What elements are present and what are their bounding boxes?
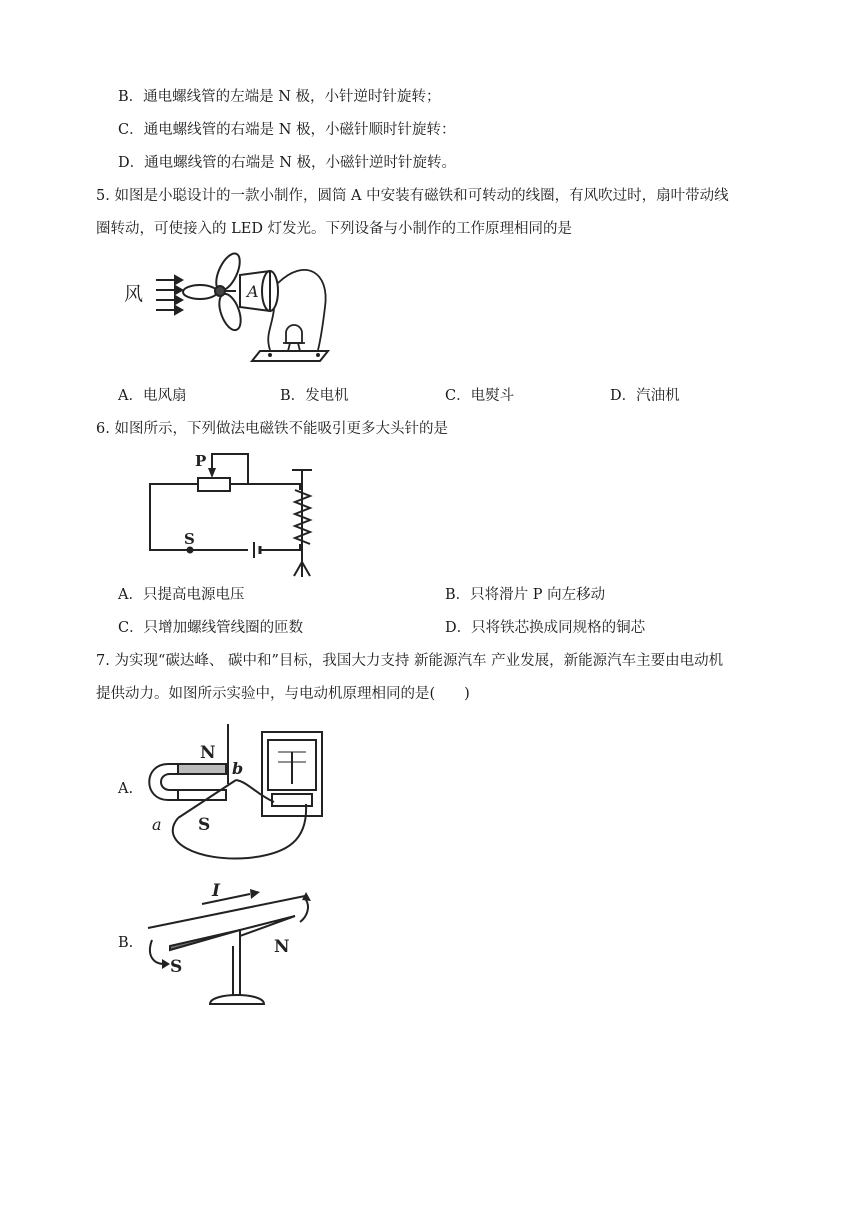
prev-option-c: C．通电螺线管的右端是 N 极，小磁针顺时针旋转： [118, 122, 456, 138]
q5-cylinder-label: A [247, 282, 259, 301]
q6-option-c: C．只增加螺线管线圈的匝数 [118, 620, 304, 636]
q6-text-line1: 6. 如图所示，下列做法电磁铁不能吸引更多大头针的是 [96, 421, 448, 437]
q6-slider-label: P [195, 452, 207, 470]
q5-figure [120, 247, 340, 375]
prev-option-d: D．通电螺线管的右端是 N 极，小磁针逆时针旋转。 [118, 155, 457, 171]
q6-option-a: A．只提高电源电压 [118, 587, 245, 603]
q7a-n-label: N [200, 743, 216, 763]
q6-switch-label: S [184, 530, 195, 548]
q7-text-line1: 7. 为实现“碳达峰、 碳中和”目标，我国大力支持 新能源汽车 产业发展，新能源汽车主要由电动机 [96, 653, 724, 669]
q7a-s-label: S [198, 815, 211, 835]
q5-text-line1: 5. 如图是小聪设计的一款小制作，圆筒 A 中安装有磁铁和可转动的线圈，有风吹过时，扇叶带动线 [96, 188, 729, 204]
q6-option-d: D．只将铁芯换成同规格的铜芯 [445, 620, 646, 636]
q7a-a-label: a [152, 815, 162, 834]
q7-text-line2: 提供动力。如图所示实验中，与电动机原理相同的是( ) [96, 686, 470, 702]
q6-figure [140, 446, 340, 578]
q5-option-c: C．电熨斗 [445, 388, 515, 404]
q7b-current-label: I [212, 881, 220, 901]
q7-figure-b [140, 876, 320, 1006]
q7a-b-label: b [232, 759, 244, 778]
q7-figure-a [138, 722, 360, 862]
q5-option-d: D．汽油机 [610, 388, 680, 404]
q7b-n-label: N [274, 937, 290, 957]
q7b-s-label: S [170, 957, 183, 977]
q5-text-line2: 圈转动，可使接入的 LED 灯发光。下列设备与小制作的工作原理相同的是 [96, 221, 573, 237]
q6-option-b: B．只将滑片 P 向左移动 [445, 587, 606, 603]
q5-option-b: B．发电机 [280, 388, 349, 404]
q7-option-a-letter: A. [118, 781, 134, 797]
q5-option-a: A．电风扇 [118, 388, 187, 404]
prev-option-b: B．通电螺线管的左端是 N 极，小针逆时针旋转； [118, 89, 441, 105]
q7-option-b-letter: B. [118, 935, 134, 951]
q5-wind-label: 风 [124, 283, 144, 305]
